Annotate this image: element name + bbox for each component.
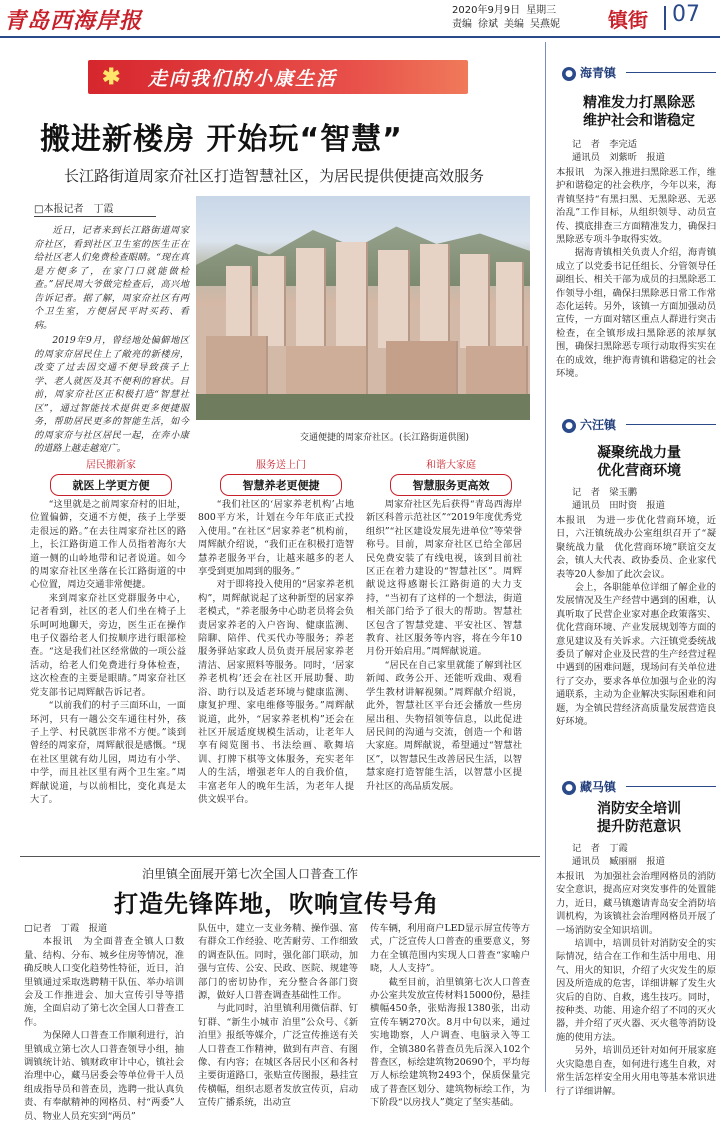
sidebar-divider (545, 42, 546, 1092)
story2-kicker: 泊里镇全面展开第七次全国人口普查工作 (142, 867, 359, 881)
article-paragraph: 截至目前，泊里镇第七次人口普查办公室共发放宣传材料15000份，悬挂横幅450条，张贴海报1380张，出动宣传车辆270次。8月中旬以来，通过实地勘察，人户调查、电脑录入等工作，全镇380名普查员先后深入102个普查区，标绘建筑物20690个，平均每万人标绘建筑物2493个，保质保量完成了普查区划分、建筑物标绘工作，为下阶段“以房找人”奠定了坚实基础。 (370, 976, 530, 1109)
page-number: 07 (672, 2, 700, 27)
story2-byline: □记者 丁霞 报道 (24, 923, 108, 934)
column-1-title: 就医上学更方便 (50, 474, 172, 496)
feature-banner (88, 60, 468, 94)
lead-paragraph-1: 近日，记者来到长江路街道周家夼社区，看到社区卫生室的医生正在给社区老人们免费检查眼睛。“现在真是方便多了，在家门口就能做检查。”居民周大爷做完检查后，高兴地告诉记者。据了解，周家夼社区有两个卫生室，方便居民平时买药、看病。 (34, 225, 189, 331)
sidebar-2-body (556, 514, 716, 770)
column-1-tag: 居民搬新家 (86, 460, 136, 471)
article-paragraph: 本报讯 为加强社会治理网格员的消防安全意识，提高应对突发事件的处置能力，近日，藏马镇邀请青岛安全消防培训机构，为该镇社会治理网格员开展了一场消防安全知识培训。 (556, 871, 716, 936)
editor-role: 责编 (452, 19, 472, 30)
location-icon: ● (562, 419, 576, 433)
column-1-body (30, 498, 186, 848)
sidebar-rule (626, 786, 716, 787)
issue-weekday: 星期三 (526, 5, 557, 16)
editor-name: 徐斌 (478, 19, 498, 30)
article-paragraph: “我们社区的‘居家养老机构’占地800平方米，计划在今年年底正式投入使用。”在社区“居家养老”机构前，周辉献介绍说，“我们正在积极打造智慧养老服务平台，让越来越多的老人享受到更加周到的服务。” (198, 499, 354, 578)
location-icon: ● (562, 67, 576, 81)
column-3-body (366, 498, 522, 848)
masthead-meta (452, 4, 566, 32)
community-photo (196, 196, 530, 420)
article-paragraph: 周家夼社区先后获得“青岛西海岸新区科普示范社区”“2019年度优秀党组织”“社区建设发展先进单位”等荣誉称号。目前，周家夼社区已给全部居民免费安装了有线电视，该到目前社区正在着力建设的“智慧社区”。周辉献说这得感谢长江路街道的大力支持，“当初有了这样的一个想法，街道相关部门给予了很大的帮助。智慧社区包含了智慧党建、平安社区、智慧教育、社区服务等内容，将在今年10月份开始启用。”周辉献说道。 (366, 499, 522, 658)
article-paragraph: “这里就是之前周家夼村的旧址，位置偏僻，交通不方便，孩子上学要走很远的路。”在去往周家夼社区的路上，长江路街道工作人员指着海尔大道一侧的山岭地带和记者说道。如今的周家夼社区坐落在长江路街道的中心位置，周边交通非常便捷。 (30, 499, 186, 591)
designer-role: 美编 (504, 19, 524, 30)
main-headline: 搬进新楼房 开始玩“智慧” (40, 122, 403, 157)
main-byline: □本报记者 丁霞 (34, 204, 114, 215)
column-2-head (206, 456, 356, 490)
location-icon: ● (562, 781, 576, 795)
paper-name-logo: 青岛西海岸报 (4, 8, 143, 34)
article-paragraph: 据海青镇相关负责人介绍，海青镇成立了以党委书记任组长、分管领导任副组长、相关干部为成员的扫黑除恶工作领导小组，确保扫黑除恶日常工作常态化运转。另外，该镇一方面加强动员宣传，一方面对辖区重点人群进行突击检查，在全镇形成扫黑除恶的浓厚氛围，确保扫黑除恶专项行动取得实实在在的成效，维护海青镇和谐稳定的社会环境。 (556, 247, 716, 380)
banner-text: 走向我们的小康生活 (148, 68, 338, 90)
story2-column-2 (198, 922, 358, 1109)
article-paragraph: 与此同时，泊里镇利用微信群、钉钉群、“新生小城市 泊里”公众号、《新泊里》报纸等媒介，广泛宣传推送有关人口普查工作精神，做到有声音、有图像、有内容；在城区各居民小区和各村主要街道路口，张贴宣传图报，悬挂宣传横幅，组织志愿者发放宣传页，启动宣传广播系统，出动宣 (198, 1003, 358, 1109)
sidebar-2-byline: 记 者 梁玉鹏 通讯员 田时资 报道 (572, 487, 665, 512)
column-2-title: 智慧养老更便捷 (220, 474, 342, 496)
sidebar-1-byline: 记 者 李完适 通讯员 刘紫昕 报道 (572, 139, 665, 164)
sidebar-3-body (556, 870, 716, 1097)
article-paragraph: 会上，各职能单位详细了解企业的发展情况及生产经营中遇到的困难，认真听取了民营企业家对惠企政策落实、优化营商环境、产业发展规划等方面的意见建议及有关诉求。六汪镇党委统战委员了解对企业及民营的生产经营过程中遇到的困难问题，现场问有关单位进行了交办，要求各单位加强与企业的沟通联系，主动为企业解决实际困难和问题，为全镇民营经济高质量发展营造良好环境。 (556, 582, 716, 728)
section-divider (664, 6, 666, 30)
section-name: 镇街 (608, 8, 648, 32)
column-1-head (36, 456, 186, 490)
story2-column-3 (370, 922, 530, 1109)
article-paragraph: 本报讯 为全面普查全镇人口数量、结构、分布、城乡住房等情况，准确反映人口变化趋势性特征，近日，泊里镇通过采取选聘精干队伍、举办培训会及工作推进会、加大宣传引导等措施，全面启动了第七次全国人口普查工作。 (24, 936, 184, 1028)
article-paragraph: 为保障人口普查工作顺利进行，泊里镇成立第七次人口普查领导小组，抽调镇统计站、镇财政审计中心，镇社会治理中心，藏马居委会等单位骨干人员组成指导员和普查员，选聘一批认真负责、有奉献精神的网格员、村“两委”人员、物业人员充实到“两员” (24, 1030, 184, 1122)
masthead (0, 0, 720, 38)
column-3-title: 智慧服务更高效 (390, 474, 512, 496)
sidebar-rule (626, 424, 716, 425)
sidebar-3-headline: 消防安全培训 提升防范意识 (597, 801, 681, 835)
column-3-head (376, 456, 526, 490)
article-paragraph: 本报讯 为进一步优化营商环境，近日，六汪镇统战办公室组织召开了“凝聚统战力量 优化营商环境”联谊交友会，镇人大代表、政协委员、企业家代表等20人参加了此次会议。 (556, 515, 716, 580)
article-paragraph: 另外，培训员还针对如何开展家庭火灾隐患自查，如何进行逃生自救，对常生活怎样安全用火用电等基本常识进行了详细讲解。 (556, 1045, 716, 1097)
sidebar-rule (626, 72, 716, 73)
issue-date: 2020年9月9日 (452, 5, 521, 16)
sidebar-1-headline: 精准发力打黑除恶 维护社会和谐稳定 (583, 95, 695, 129)
article-paragraph: “居民在自己家里就能了解到社区新闻、政务公开、还能听戏曲、观看学生教材讲解视频。”周辉献介绍说，此外，智慧社区平台还会播放一些房屋出租、失物招领等信息，以此促进居民间的沟通与交流，创造一个和谐大家庭。周辉献说，希望通过“智慧社区”，以智慧民生改善居民生活，以智慧家庭打造智能生活，以智慧小区提升社区的高品质发展。 (366, 659, 522, 792)
byline-rule (34, 216, 156, 217)
sidebar-town-2: ● 六汪镇 (562, 416, 616, 433)
article-paragraph: 来到周家夼社区党群服务中心，记者看到，社区的老人们坐在椅子上乐呵呵地聊天，旁边，医生正在操作电子仪器给老人们按顺序进行眼部检查。“这是我们社区经常做的一项公益活动，给老人们免费进行身体检查，这次检查的主要是眼睛。”周家夼社区党支部书记周辉献告诉记者。 (30, 592, 186, 698)
sidebar-2-headline: 凝聚统战力量 优化营商环境 (597, 445, 681, 479)
sidebar-3-byline: 记 者 丁霞 通讯员 臧丽丽 报道 (572, 843, 665, 868)
article-paragraph: 队伍中，建立一支业务精、操作强、富有群众工作经验、吃苦耐劳、工作细致的调查队伍。同时，强化部门联动，加强与宣传、公安、民政、医院、规建等部门的密切协作，充分整合各部门资源，做好人口普查调查基础性工作。 (198, 923, 358, 1002)
article-paragraph: 培训中，培训员针对消防安全的实际情况，结合在工作和生活中用电、用气、用火的知识，介绍了火灾发生的原因及所造成的危害，详细讲解了发生火灾后的自防、自救，逃生技巧。同时，按种类、功能、用途介绍了不同的灭火器，并介绍了灭火器、灭火毯等消防设施的使用方法。 (556, 938, 716, 1043)
sidebar-1-body (556, 166, 716, 406)
article-paragraph: 传车辆，利用商户LED显示屏宣传等方式，广泛宣传人口普查的重要意义，努力在全镇范围内实现人口普查“家喻户晓，人人支持”。 (370, 923, 530, 975)
story-divider (20, 856, 540, 857)
main-subhead: 长江路街道周家夼社区打造智慧社区，为居民提供便捷高效服务 (64, 167, 485, 185)
story2-headline: 打造先锋阵地，吹响宣传号角 (114, 890, 439, 918)
sidebar-town-1: ● 海青镇 (562, 64, 616, 81)
article-paragraph: 本报讯 为深入推进扫黑除恶工作，维护和谐稳定的社会秩序，今年以来，海青镇坚持“有黑扫黑、无黑除恶、无恶治乱”工作目标，从组织领导、动员宣传、摸底排查三方面精准发力，确保扫黑除恶专项斗争取得实效。 (556, 167, 716, 246)
flag-icon: ✱ (102, 64, 121, 90)
story2-column-1 (24, 922, 184, 1122)
designer-name: 吴燕妮 (530, 19, 560, 30)
article-paragraph: “以前我们的村子三面环山，一面环河，只有一趟公交车通往村外，孩子上学、村民就医非常不方便。”谈到曾经的周家夼，周辉献很是感慨。“现在社区里就有幼儿园，周边有小学、中学，而且社区里有两个卫生室。”周辉献说道，与以前相比，变化真是太大了。 (30, 700, 186, 805)
lead-paragraph-2: 2019年9月，曾经地处偏僻地区的周家夼居民住上了敞亮的新楼房，改变了过去因交通不便导致孩子上学、老人就医及其不便利的窘状。目前，周家夼社区正积极打造“智慧社区”，通过智能技术提供更多便捷服务，帮助居民更多的智能生活，如今的周家夼与社区居民一起，在奔小康的道路上越走越宽广。 (34, 335, 189, 454)
column-2-tag: 服务送上门 (256, 460, 306, 471)
article-paragraph: 对于即将投入使用的“居家养老机构”，周辉献说起了这种新型的居家养老模式，“养老服务中心助老员将会负责居家养老的入户咨询、健康监测、陪聊、陪伴、代买代办等服务；养老服务驿站家政人员负责开展居家养老清洁、居家照料等服务。同时，‘居家养老机构’还会在社区开展助餐、助浴、助行以及适老环境与健康监测、康复护理、家电维修等服务。”周辉献说道，此外，“居家养老机构”还会在社区开展适度规模生活动，让老年人享有阅览图书、书法绘画、歌舞培训、打牌下棋等文体服务，充实老年人的生活，增强老年人的自我价值，丰富老年人的晚年生活，为老年人提供文娱平台。 (198, 579, 354, 805)
column-3-tag: 和谐大家庭 (426, 460, 476, 471)
lead-paragraphs (34, 224, 189, 454)
sidebar-town-3: ● 藏马镇 (562, 778, 616, 795)
column-2-body (198, 498, 354, 848)
photo-caption: 交通便捷的周家夼社区。(长江路街道供图) (300, 433, 470, 443)
